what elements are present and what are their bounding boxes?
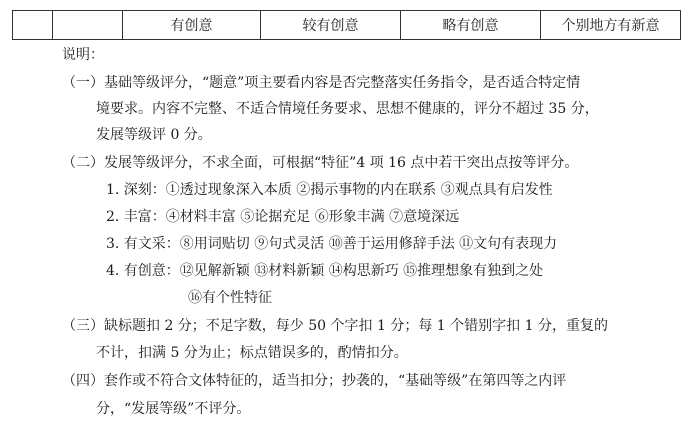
feature-line: 2. 丰富：④材料丰富 ⑤论据充足 ⑥形象丰满 ⑦意境深远: [106, 209, 460, 225]
note-2-line: （二）发展等级评分，不求全面，可根据“特征”4 项 16 点中若干突出点按等评分。: [62, 155, 579, 171]
feature-line: ⑯有个性特征: [188, 290, 272, 306]
feature-line: 4. 有创意：⑫见解新颖 ⑬材料新颖 ⑭构思新巧 ⑮推理想象有独到之处: [106, 263, 544, 279]
notes-heading: 说明：: [62, 47, 104, 63]
table-cell: 有创意: [123, 11, 261, 40]
note-3-line: （三）缺标题扣 2 分；不足字数，每少 50 个字扣 1 分；每 1 个错别字扣 1 分，重复的: [62, 318, 608, 334]
feature-line: 1. 深刻：①透过现象深入本质 ②揭示事物的内在联系 ③观点具有启发性: [106, 182, 553, 198]
table-cell: 略有创意: [401, 11, 541, 40]
table-cell: [53, 11, 123, 40]
criteria-table: [12, 10, 681, 40]
table-cell: [13, 11, 53, 40]
feature-line: 3. 有文采：⑧用词贴切 ⑨句式灵活 ⑩善于运用修辞手法 ⑪文句有表现力: [106, 236, 558, 252]
table-cell: 较有创意: [261, 11, 401, 40]
table-cell: 个别地方有新意: [541, 11, 681, 40]
note-1-line: 发展等级评 0 分。: [96, 127, 212, 143]
note-4-line: （四）套作或不符合文体特征的，适当扣分；抄袭的，“基础等级”在第四等之内评: [62, 373, 567, 389]
note-1-line: 境要求。内容不完整、不适合情境任务要求、思想不健康的，评分不超过 35 分，: [96, 101, 599, 117]
note-3-line: 不计，扣满 5 分为止；标点错误多的，酌情扣分。: [96, 345, 408, 361]
note-1-line: （一）基础等级评分，“题意”项主要看内容是否完整落实任务指令，是否适合特定情: [62, 75, 581, 91]
note-4-line: 分，“发展等级”不评分。: [96, 401, 251, 417]
table-row: [13, 11, 681, 40]
